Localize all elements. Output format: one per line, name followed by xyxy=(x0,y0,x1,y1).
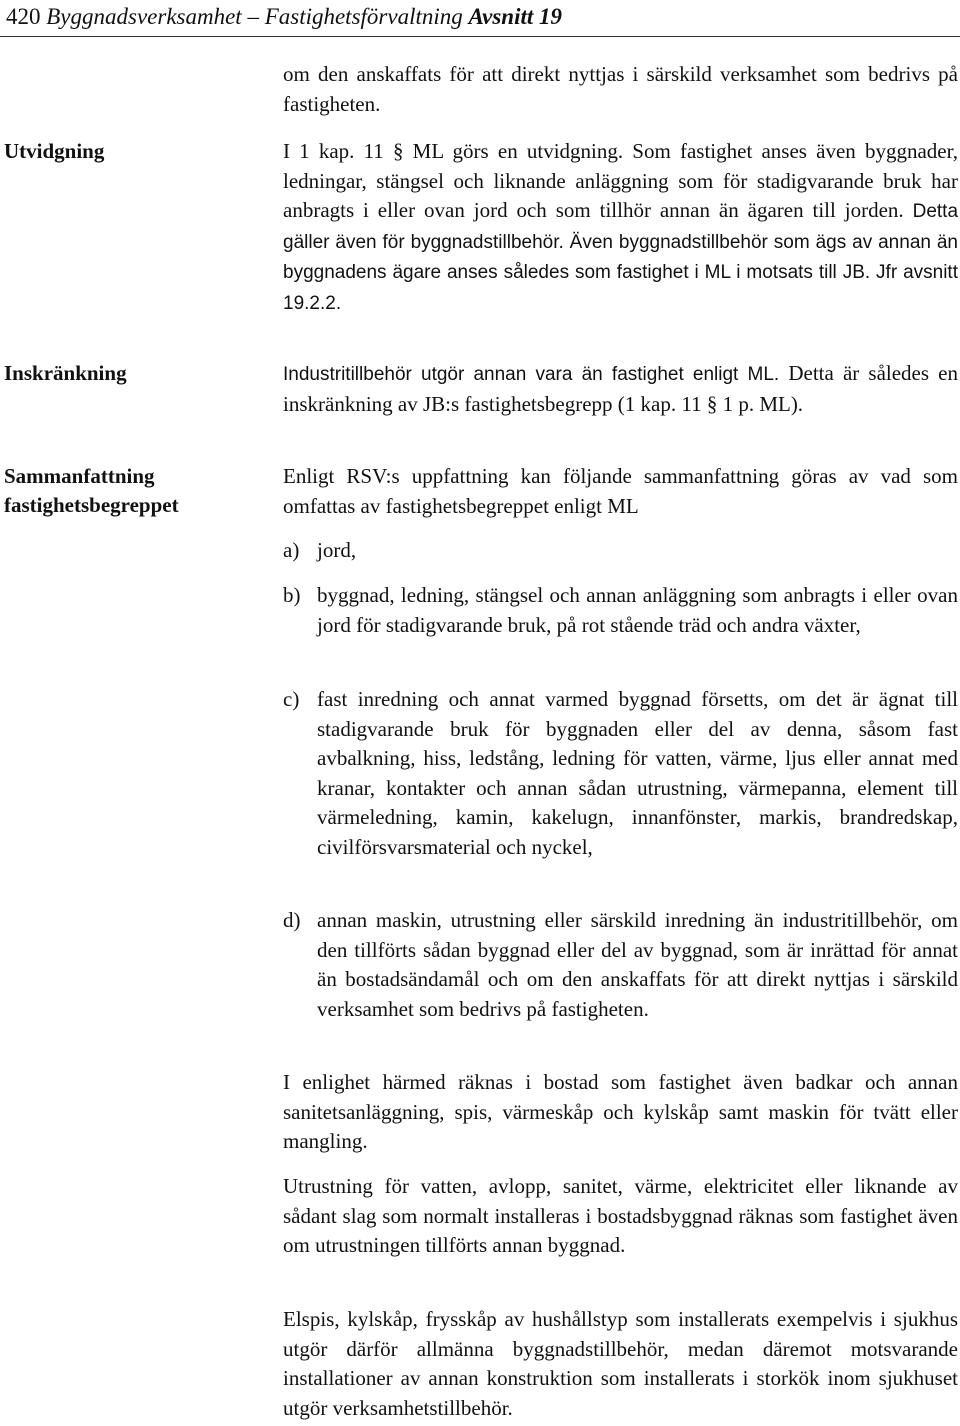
paragraph-utvidgning xyxy=(283,137,958,319)
paragraph-text: I 1 kap. 11 § ML görs en utvidgning. Som fastighet anses även byggnader, ledningar, stängsel och liknande anläggning som för stadigvarande bruk har anbragts i eller ovan jord och som tillhör annan än ägaren till jorden. xyxy=(283,139,958,223)
paragraph-text: Elspis, kylskåp, frysskåp av hushållstyp som installerats exempelvis i sjukhus utgör därför allmänna byggnadstillbehör, medan däremot motsvarande installationer av annan konstruktion som installerats i storkök inom sjukhuset utgör verksamhetstillbehör. xyxy=(283,1307,958,1420)
list-item-text: annan maskin, utrustning eller särskild inredning än industritillbehör, om den tillförts sådan byggnad eller del av byggnad, som är inrättad för annat än bostadsändamål och om den anskaffats för att direkt nyttjas i särskild verksamhet som bedrivs på fastigheten. xyxy=(317,908,958,1021)
paragraph-text: I enlighet härmed räknas i bostad som fastighet även badkar och annan sanitetsanläggning, spis, värmeskåp och kylskåp samt maskin för tvätt eller mangling. xyxy=(283,1070,958,1154)
list-item-text: jord, xyxy=(317,538,357,562)
margin-heading-line-1: Sammanfattning xyxy=(4,464,155,488)
section-label: Avsnitt 19 xyxy=(468,4,563,29)
list-item xyxy=(283,581,958,640)
paragraph-continuation xyxy=(283,60,958,119)
list-marker: d) xyxy=(283,908,301,932)
margin-heading-sammanfattning xyxy=(4,462,254,520)
page-header xyxy=(6,2,946,32)
list-item-text: byggnad, ledning, stängsel och annan anläggning som anbragts i eller ovan jord för stadigvarande bruk, på rot stående träd och andra växter, xyxy=(317,583,958,637)
paragraph-text: Enligt RSV:s uppfattning kan följande sammanfattning göras av vad som omfattas av fastighetsbegreppet enligt ML xyxy=(283,464,958,518)
page-number: 420 xyxy=(6,4,41,29)
paragraph-text: Detta är således en inskränkning av JB:s fastighetsbegrepp (1 kap. 11 § 1 p. ML). xyxy=(283,361,958,416)
list-item xyxy=(283,685,958,863)
paragraph-elspis xyxy=(283,1305,958,1423)
paragraph-text: Utrustning för vatten, avlopp, sanitet, värme, elektricitet eller liknande av sådant slag som normalt installeras i bostadsbyggnad räknas som fastighet även om utrustningen tillförts annan byggnad. xyxy=(283,1174,958,1258)
paragraph-text: om den anskaffats för att direkt nyttjas i särskild verksamhet som bedrivs på fastigheten. xyxy=(283,62,958,116)
list-item-text: fast inredning och annat varmed byggnad försetts, om det är ägnat till stadigvarande bruk för byggnaden eller del av denna, såsom fast avbalkning, hiss, ledstång, ledning för vatten, värme, ljus eller annat med kranar, kontakter och annan sådan utrustning, värmepanna, element till värmeledning, kamin, kakelugn, innanfönster, markis, brandredskap, civilförsvarsmaterial och nyckel, xyxy=(317,687,958,859)
paragraph-inskrankning xyxy=(283,359,958,419)
list-marker: b) xyxy=(283,583,301,607)
list-marker: a) xyxy=(283,538,300,562)
paragraph-bostad xyxy=(283,1068,958,1157)
list-item xyxy=(283,536,958,566)
margin-heading-line-2: fastighetsbegreppet xyxy=(4,493,179,517)
paragraph-text-sans: Industritillbehör utgör annan vara än fastighet enligt ML. xyxy=(283,364,780,385)
paragraph-sammanfattning xyxy=(283,462,958,521)
paragraph-text-sans: Detta gäller även för byggnadstillbehör. Även byggnadstillbehör som ägs av annan än byggnadens ägare anses således som fastighet i ML i motsats till JB. Jfr avsnitt 19.2.2. xyxy=(283,201,959,314)
paragraph-utrustning xyxy=(283,1172,958,1261)
running-title: Byggnadsverksamhet – Fastighetsförvaltning xyxy=(46,4,463,29)
list-marker: c) xyxy=(283,687,300,711)
header-rule xyxy=(0,36,960,37)
list-item xyxy=(283,906,958,1024)
margin-heading-utvidgning: Utvidgning xyxy=(4,139,105,163)
margin-heading-inskrankning: Inskränkning xyxy=(4,361,127,385)
